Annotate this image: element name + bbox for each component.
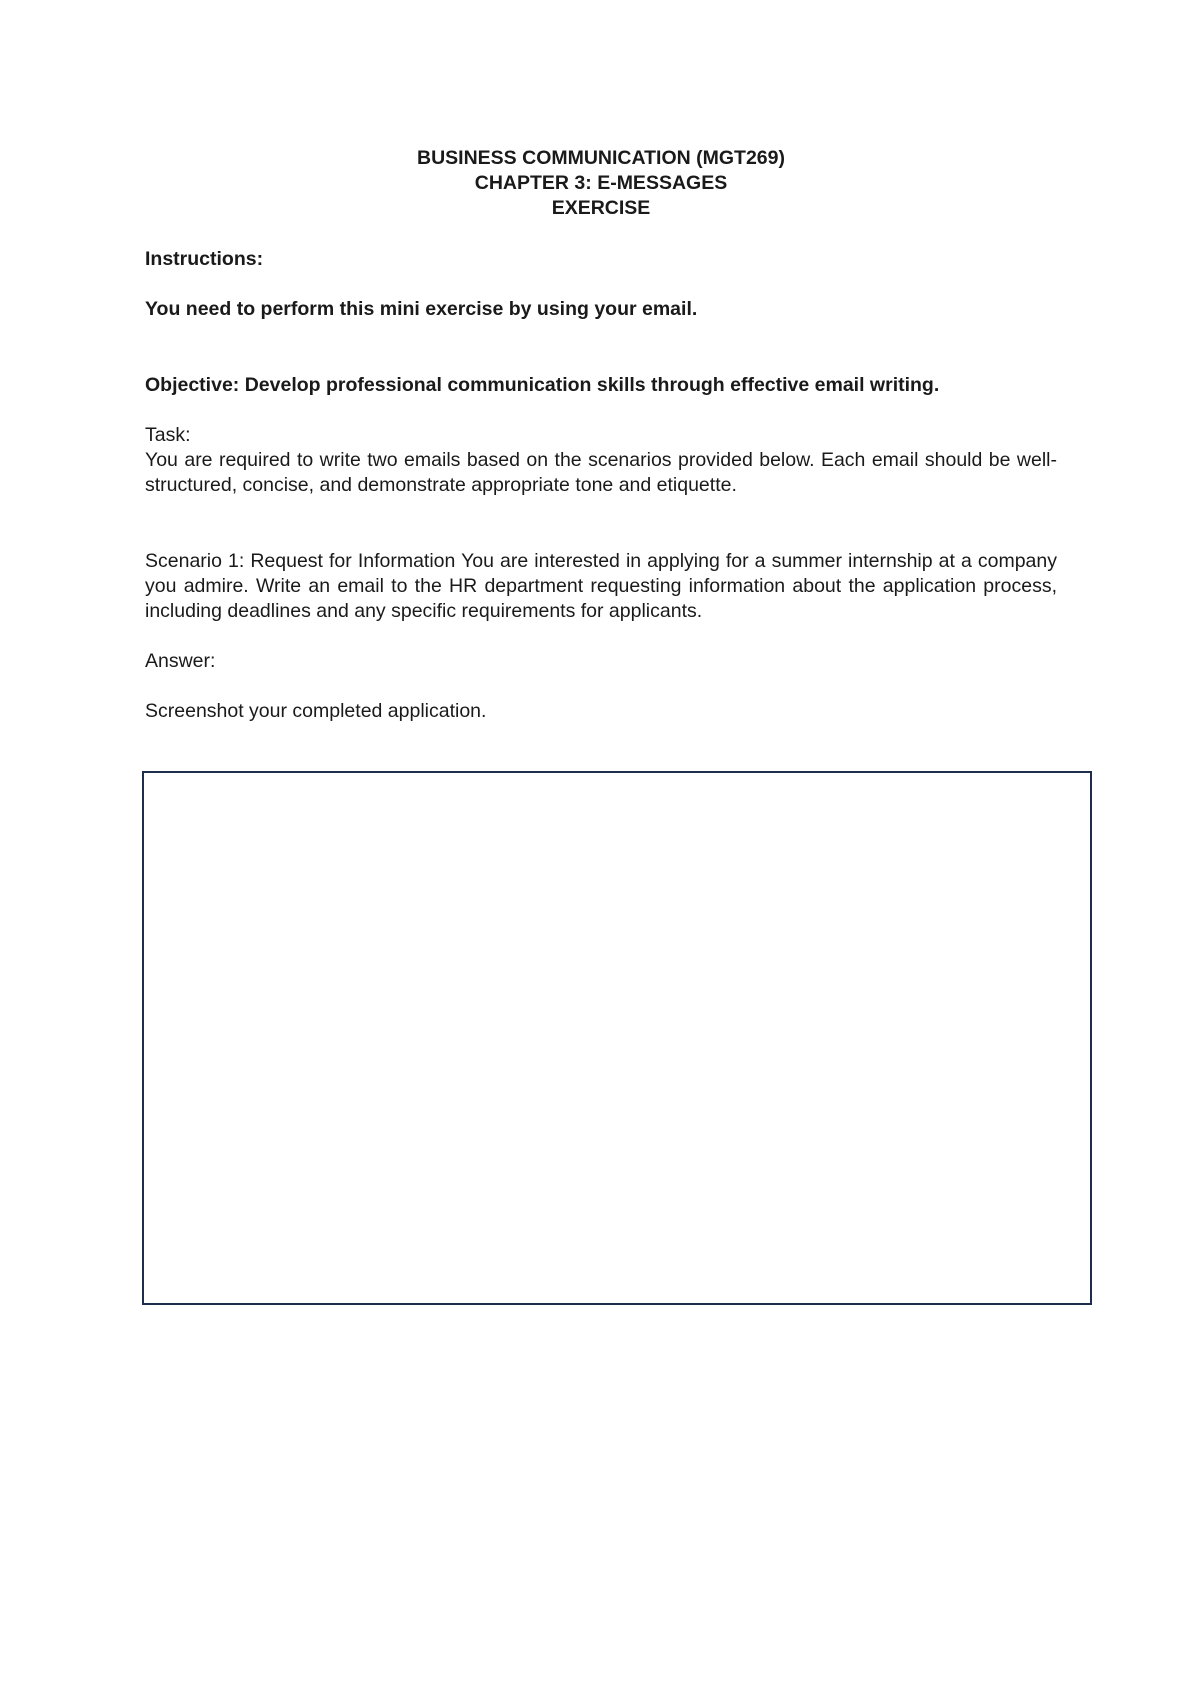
objective-text: Objective: Develop professional communication skills through effective email writing. [145,374,940,396]
document-page [145,146,1057,724]
scenario-1-text: Scenario 1: Request for Information You are interested in applying for a summer internship at a company you admire. Write an email to the HR department requesting information about the application process, including deadlines and any specific requirements for applicants. [145,550,1057,622]
document-header [145,146,1057,221]
screenshot-instruction: Screenshot your completed application. [145,700,487,722]
task-text: You are required to write two emails based on the scenarios provided below. Each email should be well-structured, concise, and demonstrate appropriate tone and etiquette. [145,449,1057,496]
answer-box[interactable] [142,771,1092,1305]
course-title: BUSINESS COMMUNICATION (MGT269) [417,147,785,169]
instructions-label: Instructions: [145,248,264,270]
chapter-title: CHAPTER 3: E-MESSAGES [474,172,728,194]
task-label: Task: [145,424,191,446]
instructions-text: You need to perform this mini exercise by using your email. [145,298,698,320]
answer-label: Answer: [145,650,216,672]
exercise-title: EXERCISE [551,197,651,219]
